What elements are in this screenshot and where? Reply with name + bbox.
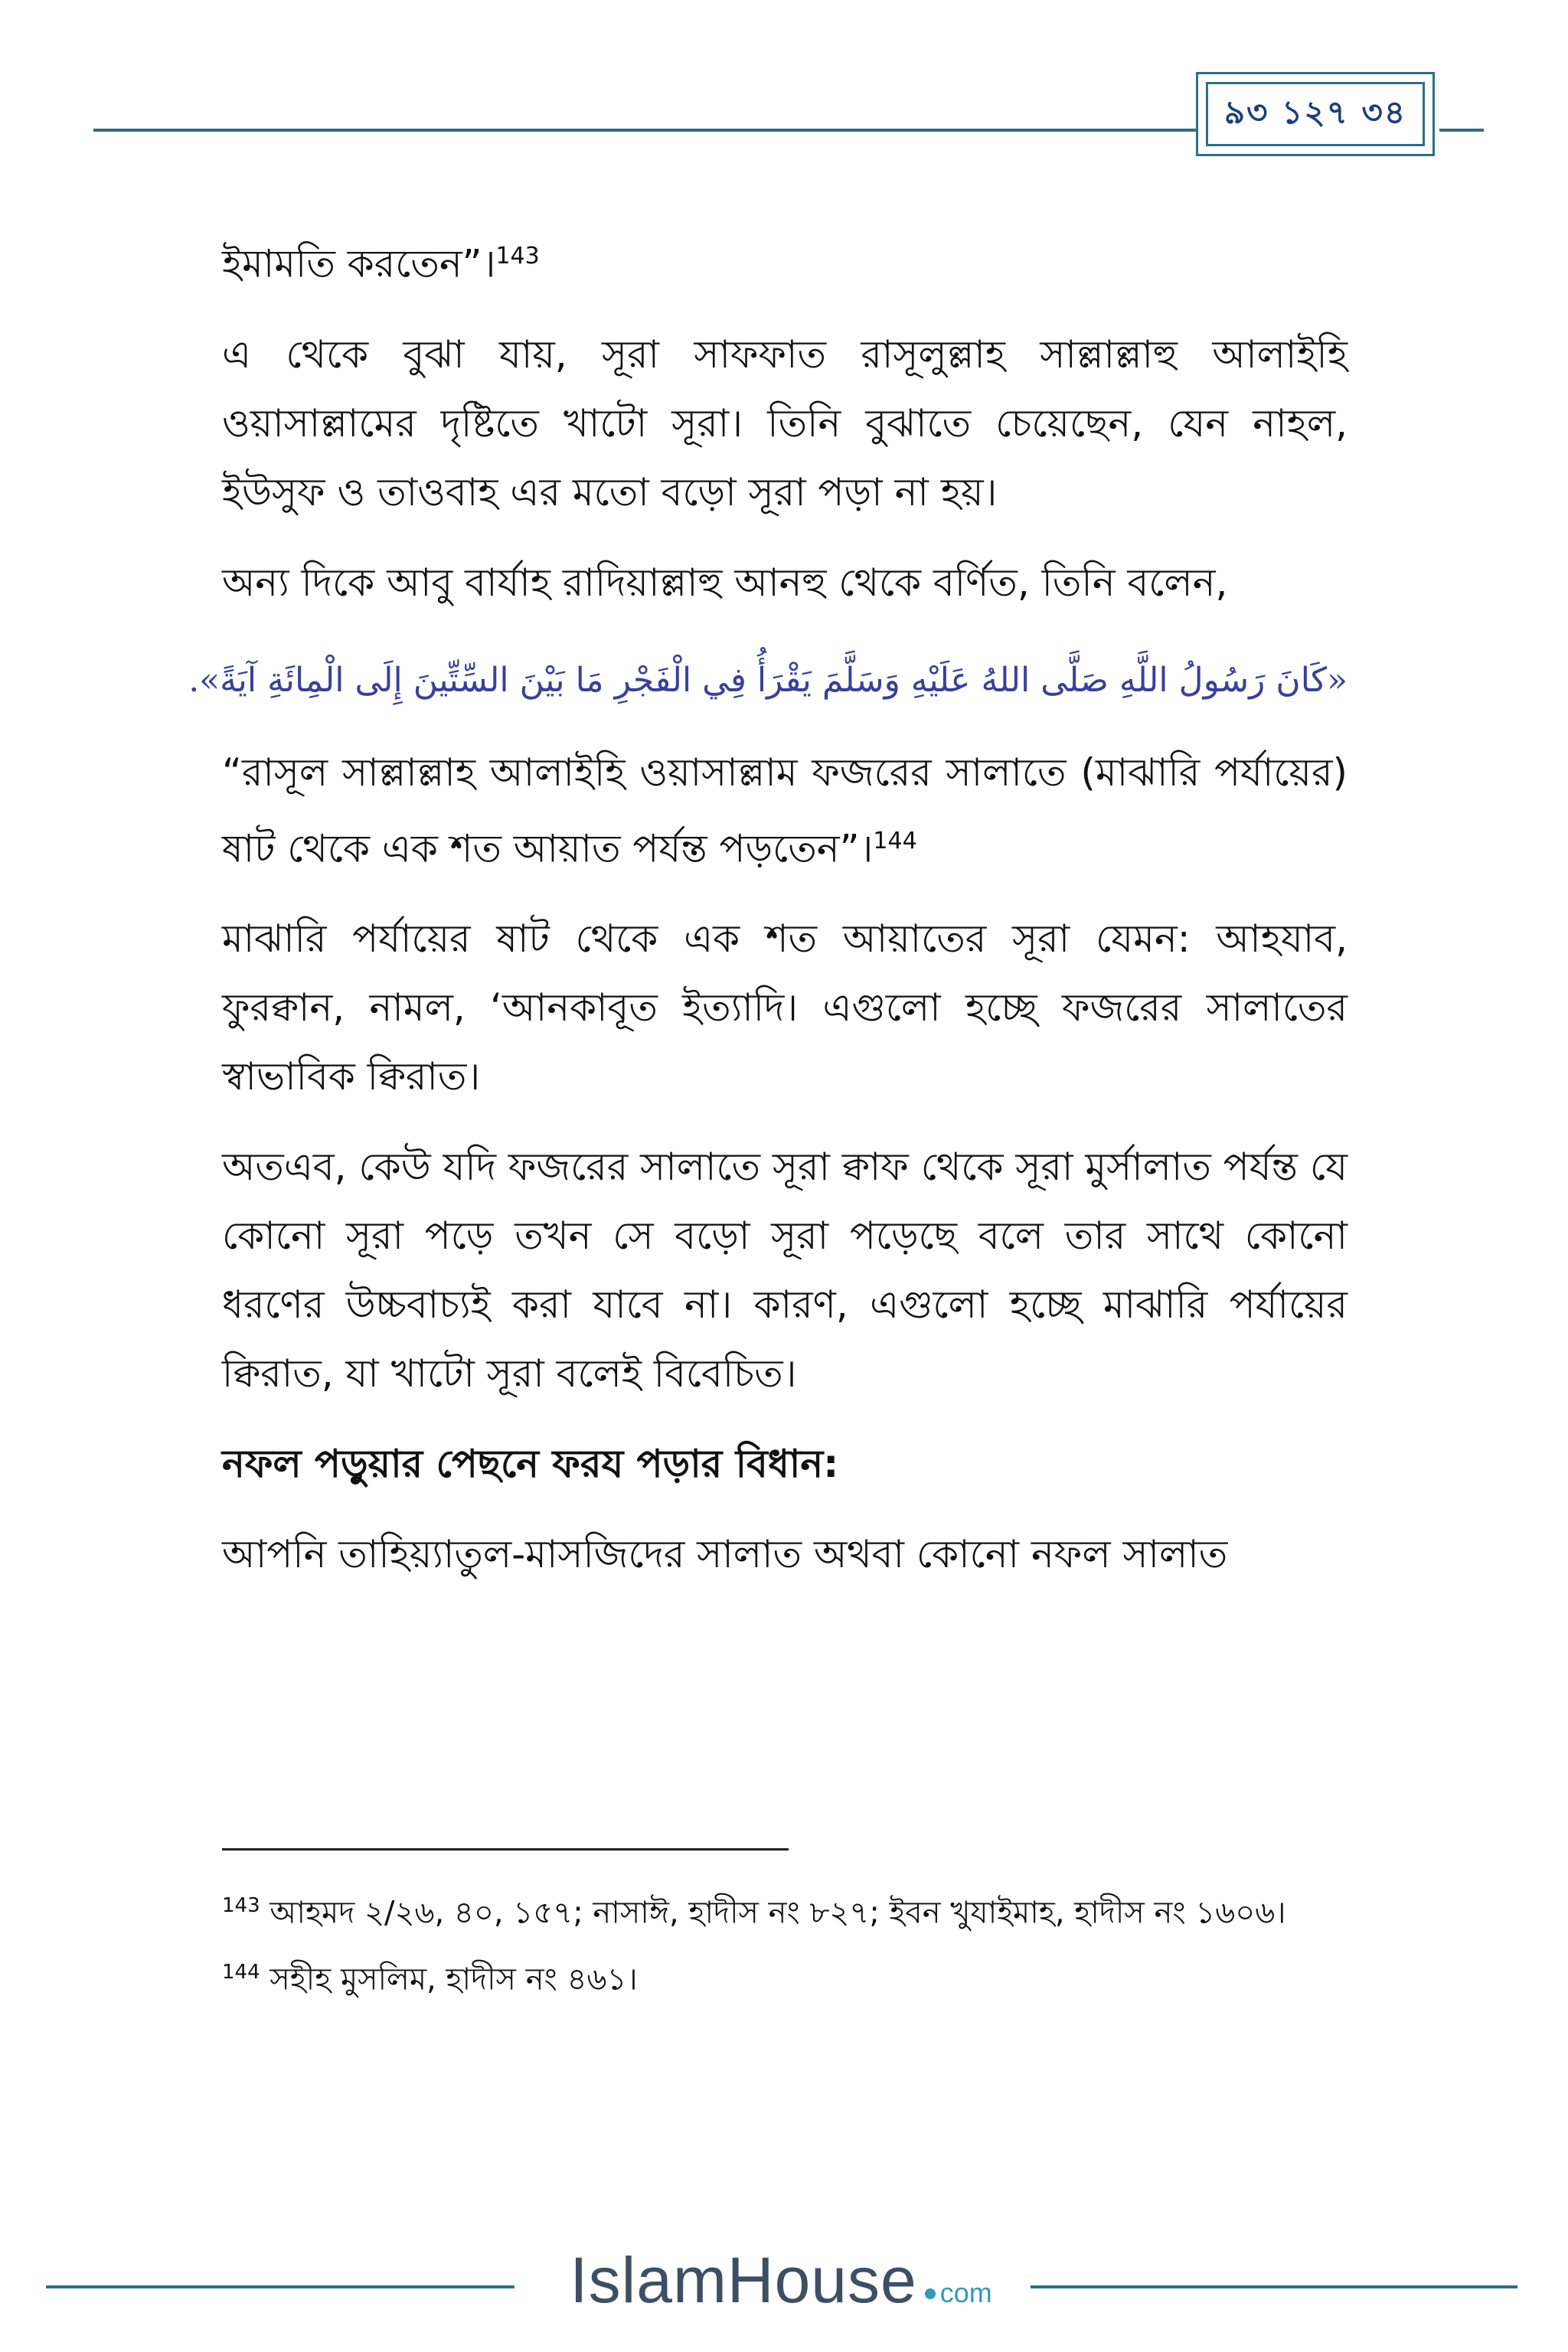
header-rule-right xyxy=(1439,129,1484,132)
paragraph-6: অতএব, কেউ যদি ফজরের সালাতে সূরা ক্বাফ থেকে সূরা মুর্সালাত পর্যন্ত যে কোনো সূরা পড়ে তখন সে বড়ো সূরা পড়েছে বলে তার সাথে কোনো ধরণের উচ্চবাচ্যই করা যাবে না। কারণ, এগুলো হচ্ছে মাঝারি পর্যায়ের ক্বিরাত, যা খাটো সূরা বলেই বিবেচিত। xyxy=(222,1145,1348,1396)
dot-icon xyxy=(925,2288,936,2299)
page-body xyxy=(188,222,1348,1610)
footnote-144 xyxy=(222,1942,1348,2009)
brand-name: IslamHouse xyxy=(570,2244,917,2316)
footnote-separator xyxy=(222,1848,789,1851)
arabic-hadith-quote: «كَانَ رَسُولُ اللَّهِ صَلَّى اللهُ عَلَيْهِ وَسَلَّمَ يَقْرَأُ فِي الْفَجْرِ مَا بَيْنَ السِّتِّينَ إِلَى الْمِائَةِ آيَةً». xyxy=(188,660,1348,700)
footnote-number: 144 xyxy=(222,1961,260,1984)
paragraph-2: এ থেকে বুঝা যায়, সূরা সাফফাত রাসূলুল্লাহ সাল্লাল্লাহু আলাইহি ওয়াসাল্লামের দৃষ্টিতে খাটো সূরা। তিনি বুঝাতে চেয়েছেন, যেন নাহল, ইউসুফ ও তাওবাহ এর মতো বড়ো সূরা পড়া না হয়। xyxy=(222,332,1348,514)
footnote-143 xyxy=(222,1876,1348,1942)
footnote-ref[interactable]: 144 xyxy=(873,827,917,854)
brand-suffix: com xyxy=(939,2277,992,2308)
paragraph-5: মাঝারি পর্যায়ের ষাট থেকে এক শত আয়াতের সূরা যেমন: আহযাব, ফুরক্বান, নামল, ‘আনকাবূত ইত্যাদি। এগুলো হচ্ছে ফজরের সালাতের স্বাভাবিক ক্বিরাত। xyxy=(222,916,1348,1099)
footnote-text: আহমদ ২/২৬, ৪০, ১৫৭; নাসাঈ, হাদীস নং ৮২৭; ইবন খুযাইমাহ, হাদীস নং ১৬০৬। xyxy=(260,1895,1286,1931)
footer-rule-right xyxy=(1031,2285,1517,2288)
footnotes xyxy=(222,1876,1348,2010)
page-number-box xyxy=(1196,72,1435,156)
paragraph-7: আপনি তাহিয়্যাতুল-মাসজিদের সালাত অথবা কোনো নফল সালাত xyxy=(222,1532,1228,1577)
paragraph-4 xyxy=(222,738,1348,884)
paragraph-1 xyxy=(222,222,1348,299)
footer-rule-left xyxy=(46,2285,514,2288)
section-heading: নফল পড়ুয়ার পেছনে ফরয পড়ার বিধান: xyxy=(222,1442,839,1487)
page-number: ৯৩ ১২৭ ৩৪ xyxy=(1206,82,1425,146)
header-rule-left xyxy=(93,129,1207,132)
paragraph-text: ইমামতি করতেন”। xyxy=(222,241,496,286)
footnote-ref[interactable]: 143 xyxy=(495,243,540,270)
footnote-text: সহীহ মুসলিম, হাদীস নং ৪৬১। xyxy=(260,1962,638,1998)
footnote-number: 143 xyxy=(222,1894,260,1917)
paragraph-text: “রাসূল সাল্লাল্লাহ আলাইহি ওয়াসাল্লাম ফজরের সালাতে (মাঝারি পর্যায়ের) ষাট থেকে এক শত আয়াত পর্যন্ত পড়তেন”। xyxy=(222,750,1348,871)
islamhouse-logo[interactable] xyxy=(536,2243,1026,2320)
paragraph-3: অন্য দিকে আবু বার্যাহ রাদিয়াল্লাহু আনহু থেকে বর্ণিত, তিনি বলেন, xyxy=(222,560,1228,605)
